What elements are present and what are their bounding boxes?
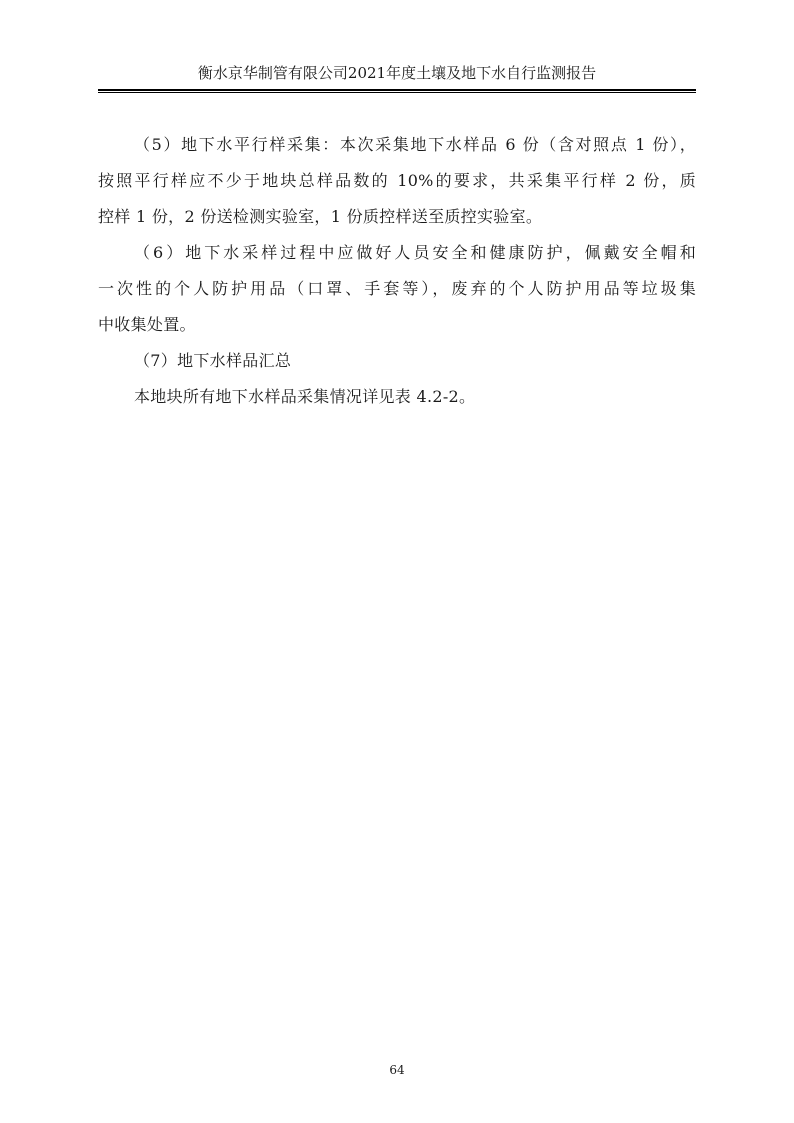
- text-line: 按照平行样应不少于地块总样品数的 10%的要求，共采集平行样 2 份，质: [98, 171, 696, 190]
- text-line: 一次性的个人防护用品（口罩、手套等），废弃的个人防护用品等垃圾集: [98, 279, 696, 298]
- paragraph-groundwater-parallel-samples: [98, 127, 696, 235]
- paragraph-sample-summary: [98, 379, 696, 415]
- text-line: （6）地下水采样过程中应做好人员安全和健康防护，佩戴安全帽和: [134, 243, 696, 262]
- paragraph-sample-summary-heading: [98, 343, 696, 379]
- document-body: [98, 127, 696, 415]
- page-number: 64: [389, 1063, 405, 1077]
- text-line: （5）地下水平行样采集：本次采集地下水样品 6 份（含对照点 1 份），: [134, 135, 696, 154]
- running-header: 衡水京华制管有限公司2021年度土壤及地下水自行监测报告: [197, 64, 597, 82]
- text-line: （7）地下水样品汇总: [134, 351, 292, 370]
- header-divider: [98, 89, 696, 93]
- paragraph-sampling-safety: [98, 235, 696, 343]
- text-line: 中收集处置。: [98, 315, 196, 334]
- text-line: 本地块所有地下水样品采集情况详见表 4.2-2。: [134, 387, 476, 406]
- text-line: 控样 1 份，2 份送检测实验室，1 份质控样送至质控实验室。: [98, 207, 543, 226]
